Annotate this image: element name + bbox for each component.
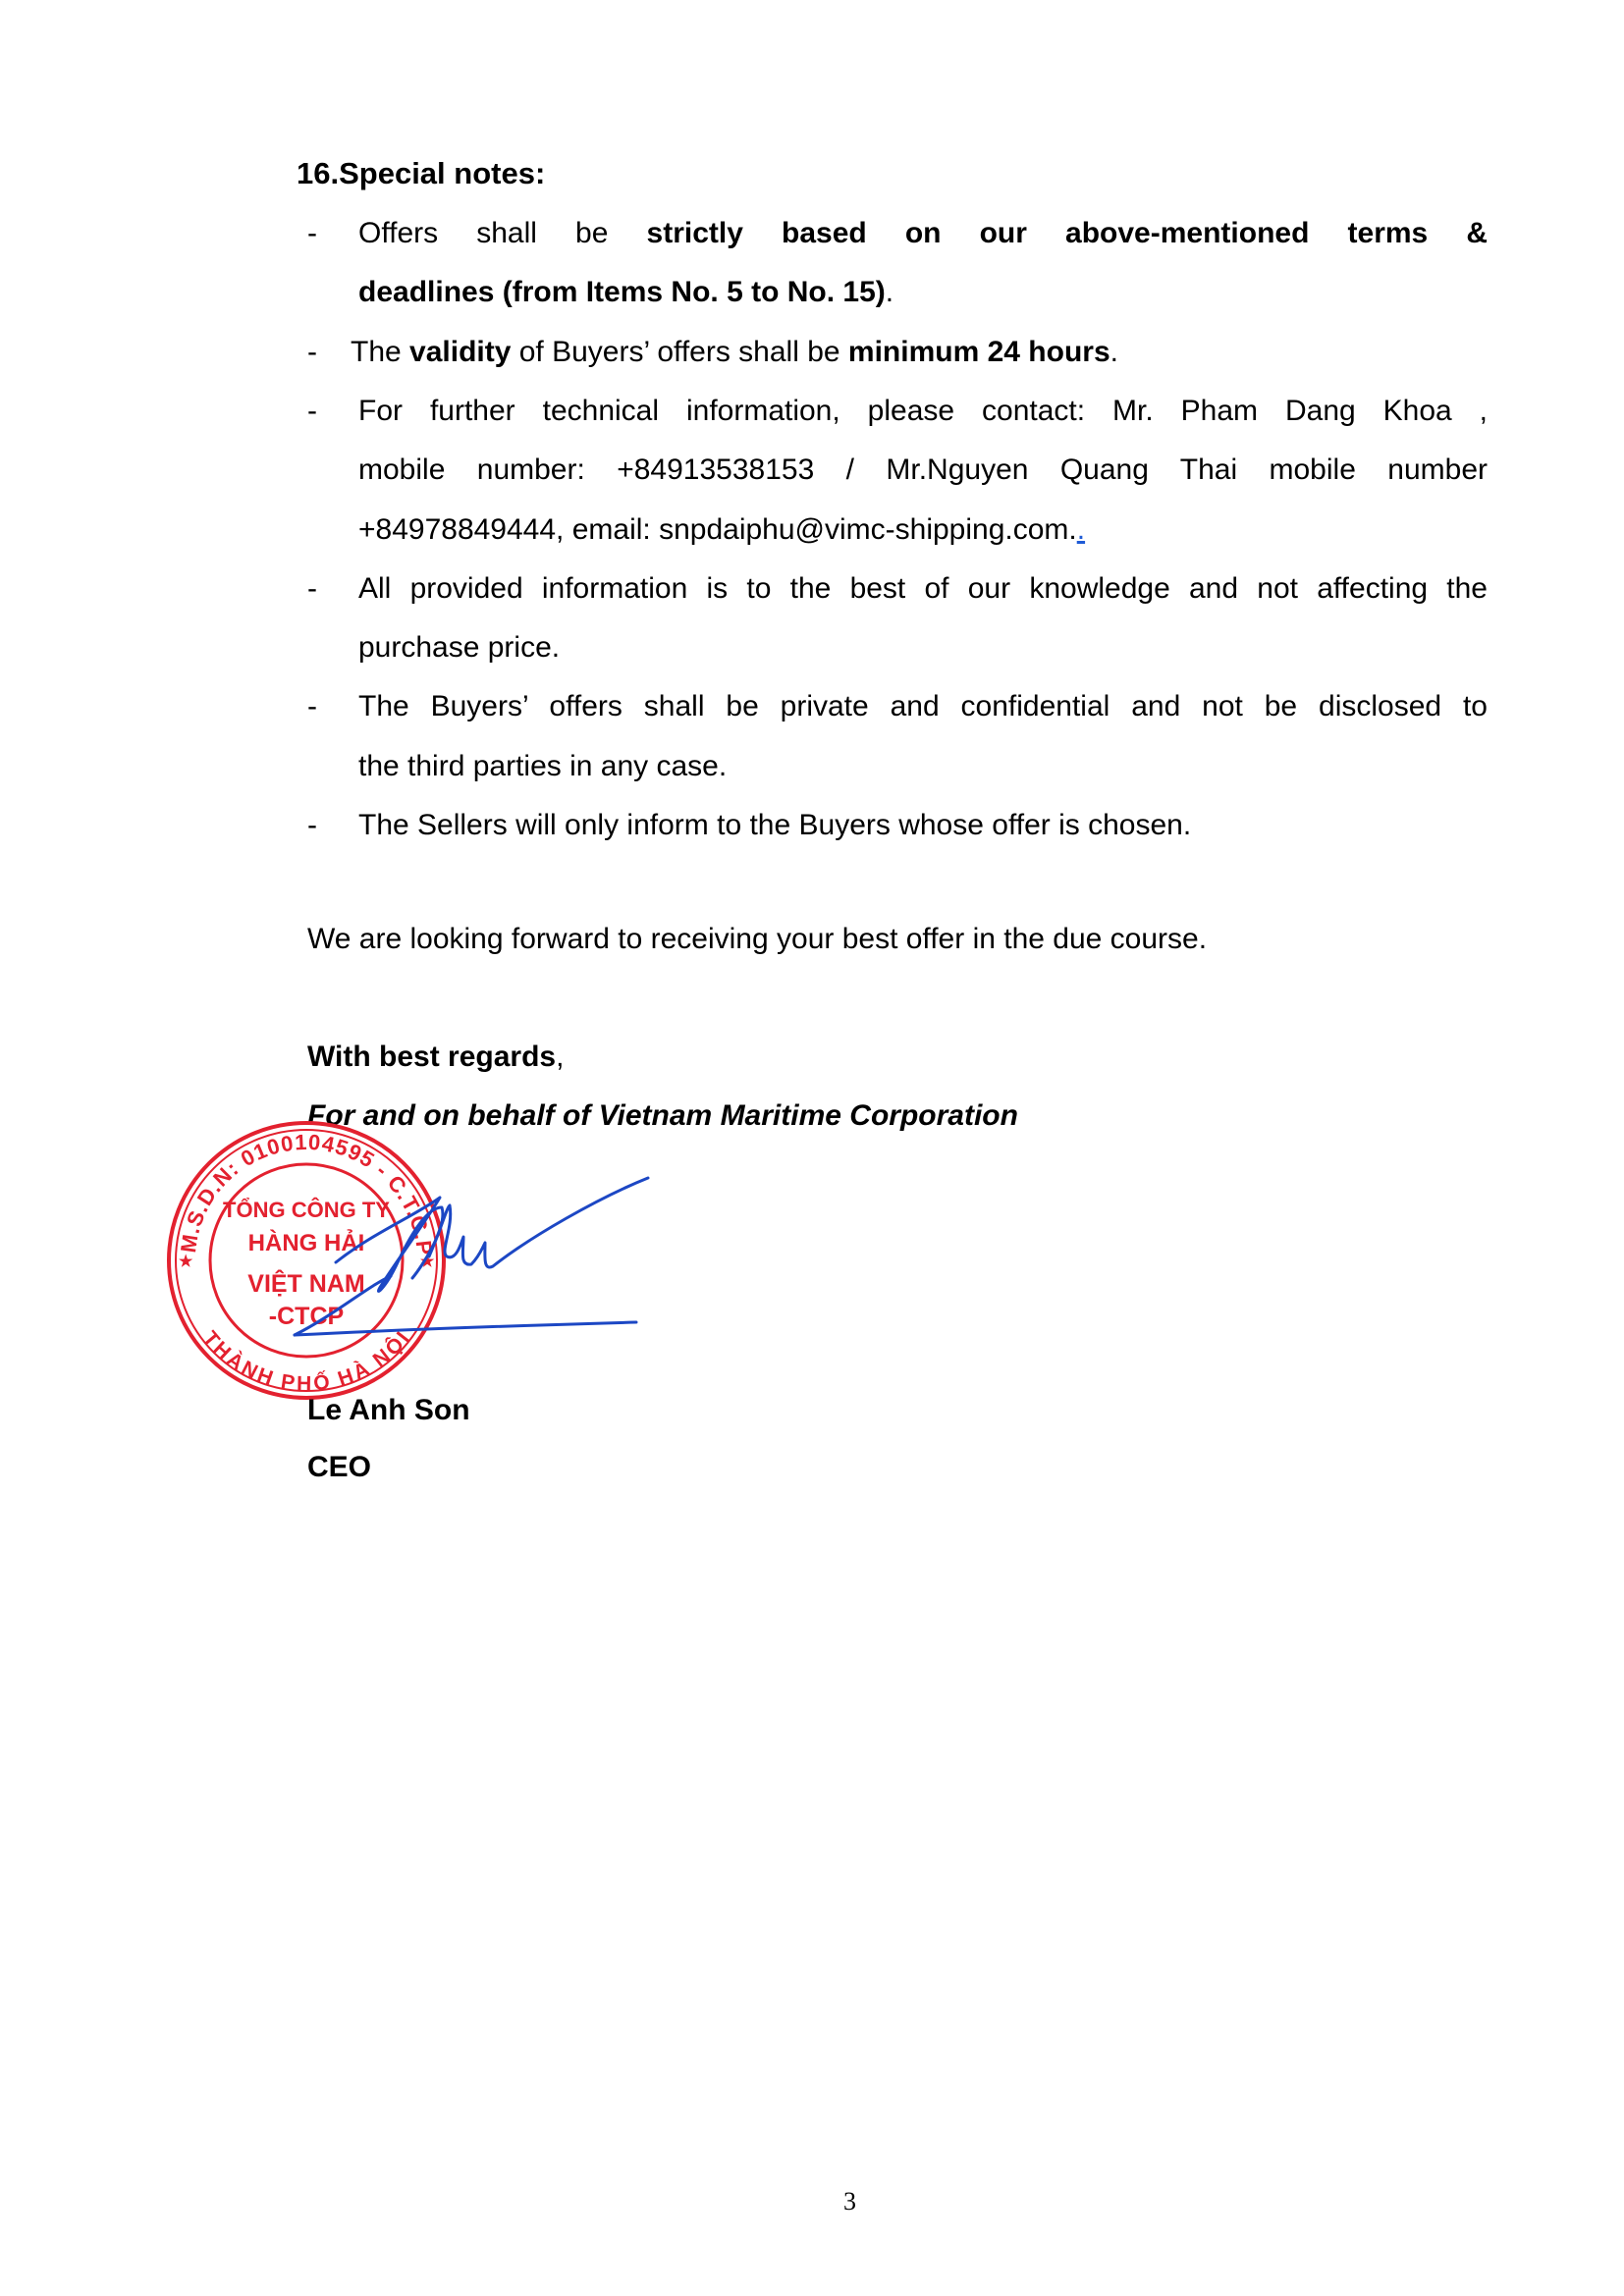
signature-stroke — [295, 1276, 391, 1335]
text: purchase price. — [358, 631, 561, 665]
text: of Buyers’ offers shall be — [511, 335, 848, 368]
page-number: 3 — [843, 2187, 856, 2216]
regards-comma: , — [556, 1041, 565, 1073]
bullet-dash: - — [307, 809, 317, 841]
regards-text: With best regards — [307, 1041, 557, 1073]
stamp-ring-text-top: M.S.D.N: 0100104595 - C.T.C.P — [176, 1129, 438, 1257]
list-item-line — [358, 216, 1488, 251]
text: The Sellers will only inform to the Buyers whose offer is chosen. — [358, 809, 1192, 841]
text: Offers shall be — [358, 217, 647, 249]
text: All provided information is to the best of our knowledge and not affecting the — [358, 571, 1488, 605]
section-heading: 16.Special notes: — [297, 156, 546, 190]
list-item-line — [358, 571, 1488, 607]
closing-sentence: We are looking forward to receiving your best offer in the due course. — [307, 923, 1208, 955]
on-behalf-line: For and on behalf of Vietnam Maritime Corporation — [307, 1099, 1018, 1132]
email-link-fragment[interactable]: . — [1076, 512, 1086, 546]
list-item-line — [358, 512, 1085, 548]
bold-text: deadlines (from Items No. 5 to No. 15) — [358, 276, 886, 309]
text: For further technical information, please contact: Mr. Pham Dang Khoa , — [358, 394, 1488, 427]
list-item-line — [358, 394, 1488, 429]
stamp-center-line: TỔNG CÔNG TY — [223, 1198, 390, 1222]
text: . — [885, 276, 894, 309]
bullet-dash: - — [307, 690, 317, 723]
text: mobile number: +84913538153 / Mr.Nguyen Quang Thai mobile number — [358, 454, 1488, 487]
list-item-line — [358, 749, 727, 784]
bold-text: minimum 24 hours — [847, 335, 1110, 368]
bullet-dash: - — [307, 394, 317, 427]
signatory-title: CEO — [307, 1451, 372, 1483]
text: The Buyers’ offers shall be private and confidential and not be disclosed to — [358, 690, 1488, 723]
signatory-name: Le Anh Son — [307, 1394, 470, 1426]
stamp-ring-text-bottom: THÀNH PHỐ HÀ NỘI — [198, 1326, 415, 1396]
signature-stroke — [429, 1178, 648, 1267]
text: . — [1110, 335, 1118, 368]
list-item-line — [358, 275, 893, 310]
text: the third parties in any case. — [358, 749, 728, 782]
stamp-star-right-icon: ★ — [420, 1254, 435, 1270]
list-item-line — [351, 335, 1118, 370]
bullet-dash: - — [307, 217, 317, 249]
list-item-line — [358, 808, 1191, 843]
bullet-dash: - — [307, 571, 317, 605]
bold-text: strictly based on our above-mentioned terms & — [646, 217, 1488, 249]
closing-regards — [307, 1040, 564, 1075]
list-item-line — [358, 630, 560, 666]
text: +84978849444, email: snpdaiphu@vimc-shipping.com. — [358, 512, 1077, 546]
list-item-line — [358, 689, 1488, 724]
list-item-line — [358, 453, 1488, 488]
handwritten-signature — [275, 1168, 668, 1355]
bullet-dash: - — [307, 335, 317, 368]
signature-underline — [295, 1322, 636, 1335]
text: The — [351, 335, 410, 368]
stamp-center-line: -CTCP — [268, 1303, 345, 1330]
bold-text: validity — [409, 335, 512, 368]
stamp-center-line: VIỆT NAM — [247, 1270, 365, 1298]
stamp-star-left-icon: ★ — [179, 1254, 193, 1270]
stamp-center-line: HÀNG HẢI — [247, 1230, 365, 1256]
